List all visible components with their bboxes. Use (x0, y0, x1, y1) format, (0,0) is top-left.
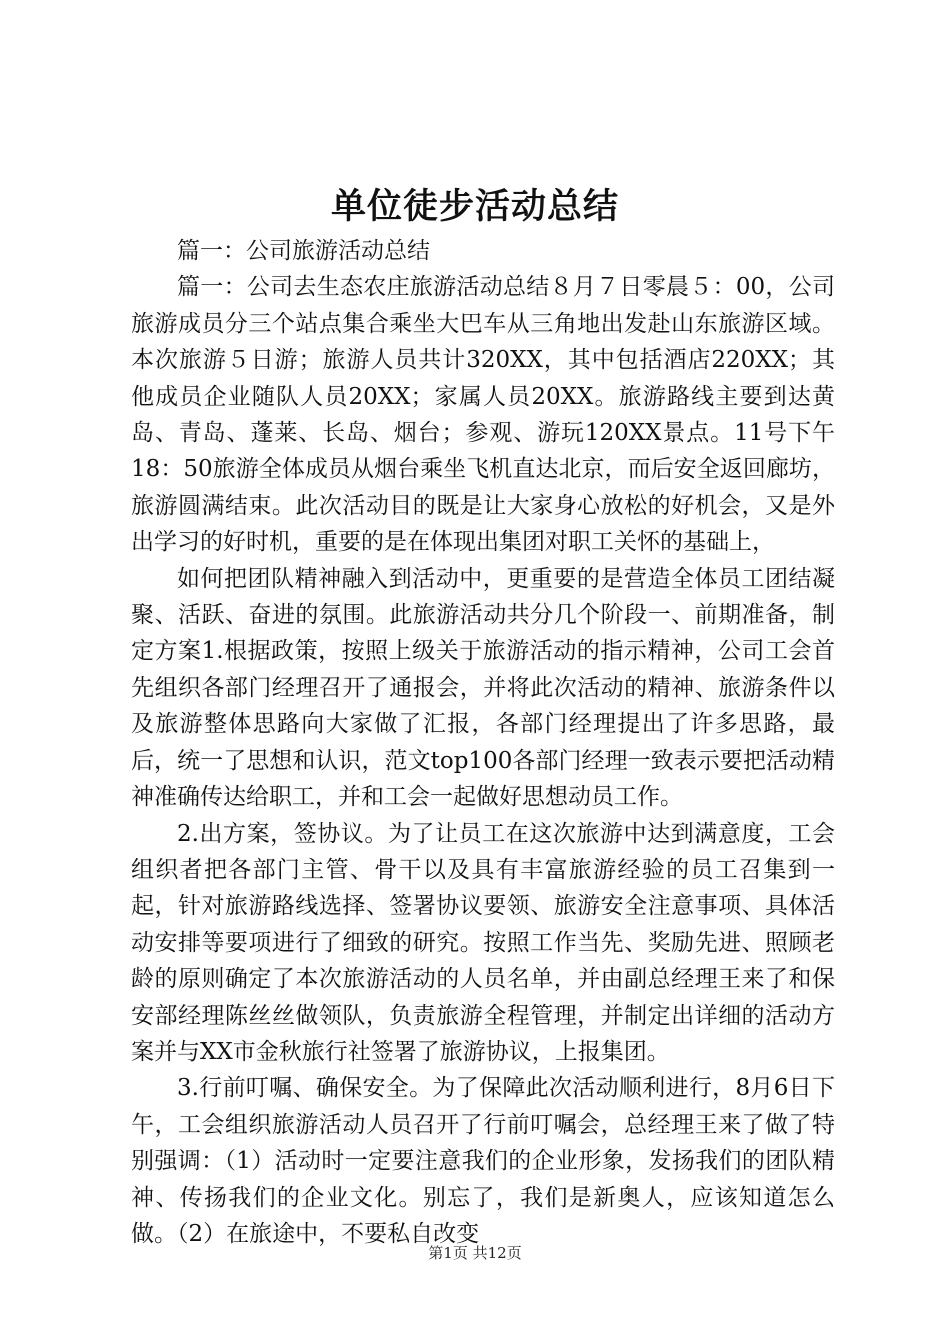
paragraph-team-spirit: 如何把团队精神融入到活动中，更重要的是营造全体员工团结凝聚、活跃、奋进的氛围。此旅游活动共分几个阶段一、前期准备，制定方案1.根据政策，按照上级关于旅游活动的指示精神，公司工会首先组织各部门经理召开了通报会，并将此次活动的精神、旅游条件以及旅游整体思路向大家做了汇报，各部门经理提出了许多思路，最后，统一了思想和认识，范文top100各部门经理一致表示要把活动精神准确传达给职工，并和工会一起做好思想动员工作。 (131, 565, 835, 811)
paragraph-intro: 篇一：公司去生态农庄旅游活动总结８月７日零晨５：00，公司旅游成员分三个站点集合乘坐大巴车从三角地出发赴山东旅游区域。本次旅游５日游；旅游人员共计320XX，其中包括酒店220XX；其他成员企业随队人员20XX；家属人员20XX。旅游路线主要到达黄岛、青岛、蓬莱、长岛、烟台；参观、游玩120XX景点。11号下午18：50旅游全体成员从烟台乘坐飞机直达北京，而后安全返回廊坊，旅游圆满结束。此次活动目的既是让大家身心放松的好机会，又是外出学习的好时机，重要的是在体现出集团对职工关怀的基础上， (131, 274, 835, 556)
paragraph-section-heading: 篇一：公司旅游活动总结 (177, 238, 430, 264)
page-footer (0, 1243, 950, 1263)
document-title: 单位徒步活动总结 (330, 186, 619, 227)
paragraph-plan-agreement: 2.出方案，签协议。为了让员工在这次旅游中达到满意度，工会组织者把各部门主管、骨干以及具有丰富旅游经验的员工召集到一起，针对旅游路线选择、签署协议要领、旅游安全注意事项、具体活动安排等要项进行了细致的研究。按照工作当先、奖励先进、照顾老龄的原则确定了本次旅游活动的人员名单，并由副总经理王来了和保安部经理陈丝丝做领队，负责旅游全程管理，并制定出详细的活动方案并与XX市金秋旅行社签署了旅游协议，上报集团。 (131, 820, 835, 1065)
page-total: 共12页 (472, 1244, 522, 1262)
paragraph-safety-briefing: 3.行前叮嘱、确保安全。为了保障此次活动顺利进行，8月6日下午，工会组织旅游活动人员召开了行前叮嘱会，总经理王来了做了特别强调：（1）活动时一定要注意我们的企业形象，发扬我们的团队精神、传扬我们的企业文化。别忘了，我们是新奥人，应该知道怎么做。（2）在旅途中，不要私自改变 (131, 1075, 835, 1247)
document-body (131, 233, 835, 1252)
page-number: 第1页 (428, 1244, 468, 1262)
